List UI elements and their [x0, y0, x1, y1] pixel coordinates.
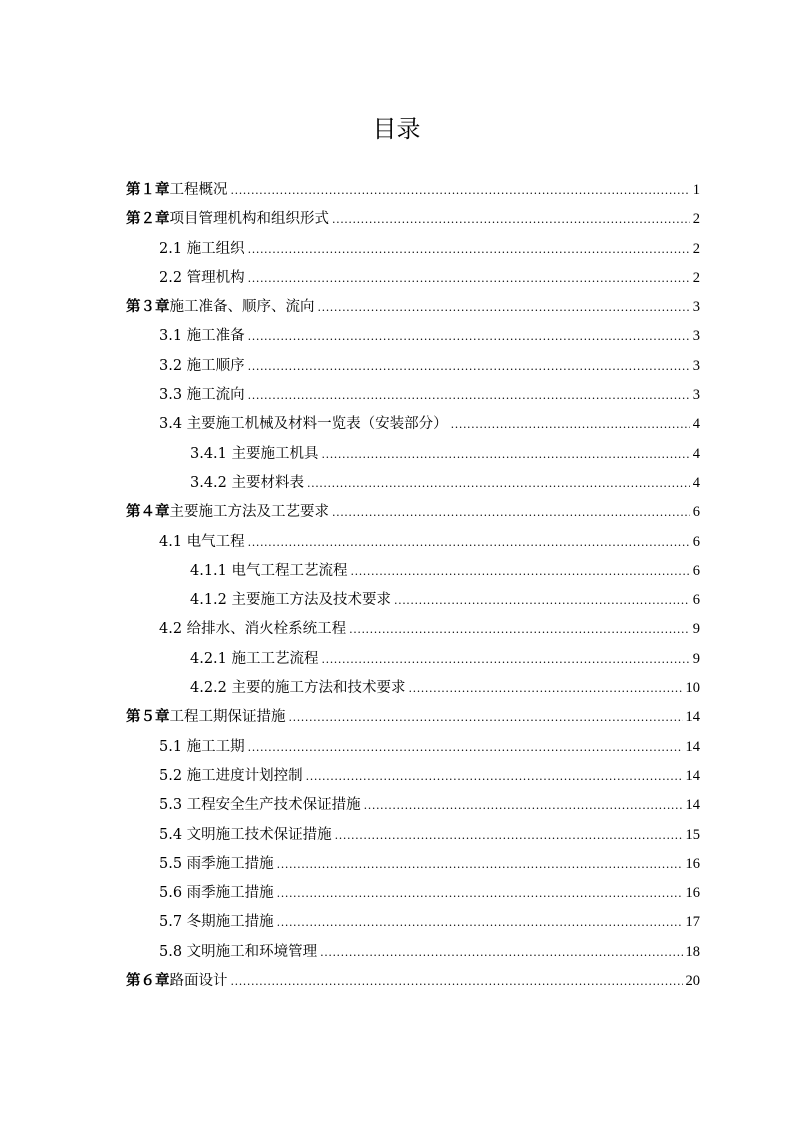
toc-entry-label [190, 586, 391, 615]
dot-leader [394, 586, 690, 615]
toc-entry[interactable] [126, 176, 700, 205]
toc-page-number: 16 [685, 885, 700, 902]
toc-entry-text: 3.3 施工流向 [159, 387, 245, 404]
chapter-number: 第６章 [126, 973, 170, 990]
toc-page-number: 3 [692, 299, 700, 316]
toc-entry-text: 4.1.1 电气工程工艺流程 [190, 562, 348, 579]
toc-page-number: 14 [685, 797, 700, 814]
toc-entry-label [126, 176, 228, 205]
toc-entry-text: 工程工期保证措施 [169, 709, 286, 726]
toc-entry[interactable] [126, 821, 700, 850]
toc-entry-text: 2.1 施工组织 [159, 240, 245, 257]
chapter-number: 第３章 [126, 299, 170, 316]
toc-entry-label [190, 469, 304, 498]
toc-entry-text: 4.2.2 主要的施工方法和技术要求 [190, 680, 406, 697]
dot-leader [277, 879, 683, 908]
toc-entry[interactable] [126, 586, 700, 615]
dot-leader [306, 762, 683, 791]
toc-entry-label [159, 615, 346, 644]
toc-page-number: 2 [692, 240, 700, 257]
toc-entry-label [159, 528, 245, 557]
toc-entry[interactable] [126, 528, 700, 557]
toc-entry[interactable] [126, 498, 700, 527]
toc-entry[interactable] [126, 938, 700, 967]
dot-leader [409, 674, 683, 703]
toc-page-number: 2 [692, 269, 700, 286]
dot-leader [248, 733, 683, 762]
dot-leader [248, 381, 690, 410]
toc-entry-label [126, 205, 329, 234]
toc-entry[interactable] [126, 322, 700, 351]
toc-entry[interactable] [126, 645, 700, 674]
toc-entry[interactable] [126, 615, 700, 644]
toc-entry-text: 路面设计 [169, 973, 228, 990]
toc-entry[interactable] [126, 733, 700, 762]
toc-page-number: 16 [685, 855, 700, 872]
toc-entry-label [159, 410, 448, 439]
dot-leader [248, 352, 690, 381]
toc-title: 目录 [372, 115, 421, 143]
toc-page-number: 6 [692, 562, 700, 579]
chapter-number: 第２章 [126, 211, 170, 228]
toc-page-number: 3 [692, 328, 700, 345]
toc-entry-text: 5.3 工程安全生产技术保证措施 [159, 797, 361, 814]
toc-entry-text: 4.1.2 主要施工方法及技术要求 [190, 592, 392, 609]
toc-entry[interactable] [126, 410, 700, 439]
toc-entry-label [159, 791, 361, 820]
toc-entry-label [159, 352, 245, 381]
toc-page-number: 9 [692, 621, 700, 638]
toc-page-number: 17 [685, 914, 700, 931]
toc-entry-label [159, 850, 274, 879]
toc-entry-text: 主要施工方法及工艺要求 [169, 504, 329, 521]
dot-leader [332, 498, 690, 527]
dot-leader [364, 791, 683, 820]
toc-page-number: 3 [692, 357, 700, 374]
toc-entry-text: 2.2 管理机构 [159, 269, 245, 286]
toc-entry[interactable] [126, 293, 700, 322]
toc-entry-text: 5.5 雨季施工措施 [159, 855, 274, 872]
toc-entry-label [159, 821, 332, 850]
toc-page-number: 1 [692, 182, 700, 198]
dot-leader [335, 821, 683, 850]
toc-entry[interactable] [126, 352, 700, 381]
dot-leader [351, 557, 690, 586]
toc-entry-label [159, 908, 274, 937]
toc-entry-label [190, 674, 406, 703]
toc-entry[interactable] [126, 908, 700, 937]
dot-leader [349, 615, 690, 644]
table-of-contents [126, 176, 700, 996]
toc-entry[interactable] [126, 703, 700, 732]
dot-leader [289, 703, 683, 732]
toc-page-number: 18 [685, 943, 700, 960]
toc-entry[interactable] [126, 879, 700, 908]
toc-entry-text: 5.6 雨季施工措施 [159, 885, 274, 902]
toc-entry-label [190, 557, 348, 586]
toc-page-number: 6 [692, 533, 700, 550]
toc-entry-text: 工程概况 [169, 182, 228, 198]
toc-entry-label [126, 703, 286, 732]
toc-entry-text: 4.1 电气工程 [159, 533, 245, 550]
toc-entry-label [126, 967, 228, 996]
dot-leader [231, 967, 683, 996]
toc-page-number: 4 [692, 416, 700, 433]
dot-leader [320, 938, 682, 967]
toc-entry[interactable] [126, 205, 700, 234]
toc-entry-text: 5.4 文明施工技术保证措施 [159, 826, 332, 843]
toc-entry[interactable] [126, 762, 700, 791]
toc-page-number: 14 [685, 738, 700, 755]
toc-page-number: 10 [685, 680, 700, 697]
toc-page-number: 15 [685, 826, 700, 843]
toc-entry-label [159, 762, 303, 791]
toc-entry[interactable] [126, 557, 700, 586]
dot-leader [451, 410, 690, 439]
toc-entry-text: 施工准备、顺序、流向 [169, 299, 315, 316]
toc-entry-text: 4.2.1 施工工艺流程 [190, 650, 319, 667]
toc-entry-label [159, 322, 245, 351]
toc-entry-text: 5.1 施工工期 [159, 738, 245, 755]
dot-leader [248, 528, 690, 557]
toc-page-number: 4 [692, 445, 700, 462]
toc-page-number: 6 [692, 504, 700, 521]
dot-leader [277, 850, 683, 879]
toc-entry[interactable] [126, 674, 700, 703]
toc-entry-text: 3.2 施工顺序 [159, 357, 245, 374]
toc-entry[interactable] [126, 264, 700, 293]
toc-entry-text: 3.1 施工准备 [159, 328, 245, 345]
toc-entry[interactable] [126, 235, 700, 264]
dot-leader [322, 645, 690, 674]
dot-leader [248, 264, 690, 293]
chapter-number: 第１章 [126, 182, 170, 198]
toc-page-number: 2 [692, 211, 700, 228]
toc-entry-text: 3.4.1 主要施工机具 [190, 445, 319, 462]
dot-leader [231, 176, 690, 205]
toc-entry-label [159, 264, 245, 293]
dot-leader [248, 322, 690, 351]
dot-leader [318, 293, 690, 322]
dot-leader [307, 469, 690, 498]
toc-entry-label [159, 879, 274, 908]
toc-entry-label [126, 498, 329, 527]
toc-entry-label [190, 645, 319, 674]
toc-entry-label [159, 938, 317, 967]
toc-entry-text: 3.4 主要施工机械及材料一览表（安装部分） [159, 416, 448, 433]
chapter-number: 第５章 [126, 709, 170, 726]
toc-entry-text: 5.2 施工进度计划控制 [159, 767, 303, 784]
toc-entry[interactable] [126, 791, 700, 820]
toc-entry[interactable] [126, 469, 700, 498]
toc-entry-text: 5.7 冬期施工措施 [159, 914, 274, 931]
toc-page-number: 20 [685, 973, 700, 990]
dot-leader [277, 908, 683, 937]
toc-entry[interactable] [126, 850, 700, 879]
toc-entry[interactable] [126, 381, 700, 410]
chapter-number: 第４章 [126, 504, 170, 521]
dot-leader [248, 235, 690, 264]
toc-entry-label [159, 381, 245, 410]
dot-leader [332, 205, 690, 234]
toc-entry-text: 5.8 文明施工和环境管理 [159, 943, 318, 960]
toc-entry-text: 项目管理机构和组织形式 [169, 211, 329, 228]
toc-page-number: 14 [685, 709, 700, 726]
toc-entry-label [159, 733, 245, 762]
toc-entry-label [126, 293, 315, 322]
toc-page-number: 6 [692, 592, 700, 609]
toc-entry-label [159, 235, 245, 264]
toc-entry-text: 4.2 给排水、消火栓系统工程 [159, 621, 347, 638]
toc-entry[interactable] [126, 967, 700, 996]
toc-entry[interactable] [126, 440, 700, 469]
toc-page-number: 14 [685, 767, 700, 784]
toc-entry-text: 3.4.2 主要材料表 [190, 474, 305, 491]
dot-leader [322, 440, 690, 469]
toc-page-number: 4 [692, 474, 700, 491]
toc-page-number: 9 [692, 650, 700, 667]
toc-entry-label [190, 440, 319, 469]
toc-page-number: 3 [692, 387, 700, 404]
